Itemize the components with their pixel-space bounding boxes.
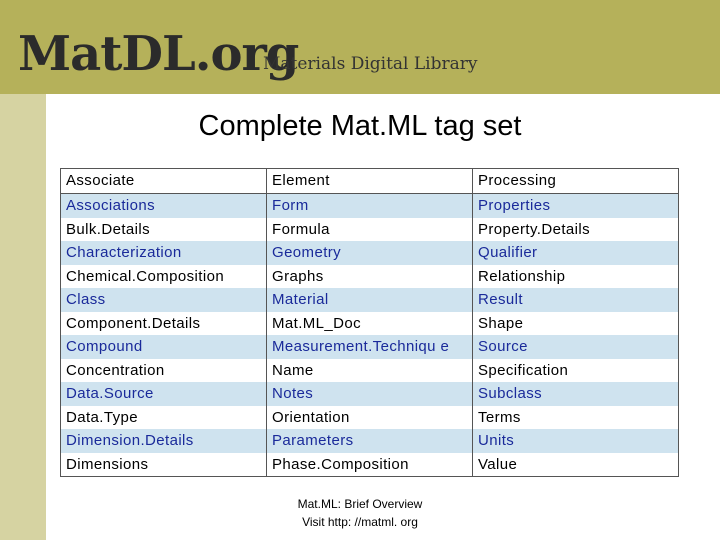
tag-cell: Bulk.Details — [61, 218, 267, 242]
tag-link[interactable]: Parameters — [267, 429, 473, 453]
tag-link[interactable]: Compound — [61, 335, 267, 359]
table-row — [61, 406, 679, 430]
tag-cell: Terms — [473, 406, 679, 430]
footer-link[interactable]: Visit http: //matml. org — [302, 515, 418, 529]
slide-footer — [250, 495, 470, 531]
tag-link[interactable]: Characterization — [61, 241, 267, 265]
tag-cell: Graphs — [267, 265, 473, 289]
table-row — [61, 169, 679, 194]
tag-cell: Component.Details — [61, 312, 267, 336]
tag-cell: Orientation — [267, 406, 473, 430]
tag-cell: Specification — [473, 359, 679, 383]
tag-cell: Property.Details — [473, 218, 679, 242]
tag-link[interactable]: Notes — [267, 382, 473, 406]
tag-cell: Name — [267, 359, 473, 383]
tag-cell: Data.Type — [61, 406, 267, 430]
tag-link[interactable]: Class — [61, 288, 267, 312]
tag-cell: Phase.Composition — [267, 453, 473, 477]
table-row — [61, 312, 679, 336]
tag-cell: Concentration — [61, 359, 267, 383]
table-row — [61, 453, 679, 477]
logo-subtitle: Materials Digital Library — [263, 54, 478, 74]
tag-link[interactable]: Measurement.Techniqu e — [267, 335, 473, 359]
tag-link[interactable]: Data.Source — [61, 382, 267, 406]
slide-title: Complete Mat.ML tag set — [198, 110, 522, 142]
tag-table — [60, 168, 679, 477]
tag-cell: Mat.ML_Doc — [267, 312, 473, 336]
table-row — [61, 335, 679, 359]
footer-title: Mat.ML: Brief Overview — [297, 497, 423, 511]
matdl-logo[interactable]: MatDL.org — [18, 26, 299, 82]
tag-link[interactable]: Properties — [473, 194, 679, 218]
table-row — [61, 359, 679, 383]
table-row — [61, 241, 679, 265]
tag-cell: Value — [473, 453, 679, 477]
tag-cell: Associate — [61, 169, 267, 194]
header-banner — [0, 0, 720, 94]
tag-link[interactable]: Material — [267, 288, 473, 312]
tag-cell: Chemical.Composition — [61, 265, 267, 289]
table-row — [61, 194, 679, 218]
side-decoration-bar — [0, 94, 46, 540]
table-row — [61, 429, 679, 453]
tag-link[interactable]: Associations — [61, 194, 267, 218]
tag-cell: Element — [267, 169, 473, 194]
tag-link[interactable]: Units — [473, 429, 679, 453]
tag-cell: Shape — [473, 312, 679, 336]
tag-link[interactable]: Geometry — [267, 241, 473, 265]
tag-link[interactable]: Result — [473, 288, 679, 312]
tag-link[interactable]: Qualifier — [473, 241, 679, 265]
tag-link[interactable]: Dimension.Details — [61, 429, 267, 453]
table-row — [61, 218, 679, 242]
tag-cell: Dimensions — [61, 453, 267, 477]
tag-cell: Relationship — [473, 265, 679, 289]
table-row — [61, 288, 679, 312]
table-row — [61, 265, 679, 289]
table-row — [61, 382, 679, 406]
tag-cell: Formula — [267, 218, 473, 242]
tag-link[interactable]: Subclass — [473, 382, 679, 406]
tag-link[interactable]: Form — [267, 194, 473, 218]
tag-cell: Processing — [473, 169, 679, 194]
tag-link[interactable]: Source — [473, 335, 679, 359]
